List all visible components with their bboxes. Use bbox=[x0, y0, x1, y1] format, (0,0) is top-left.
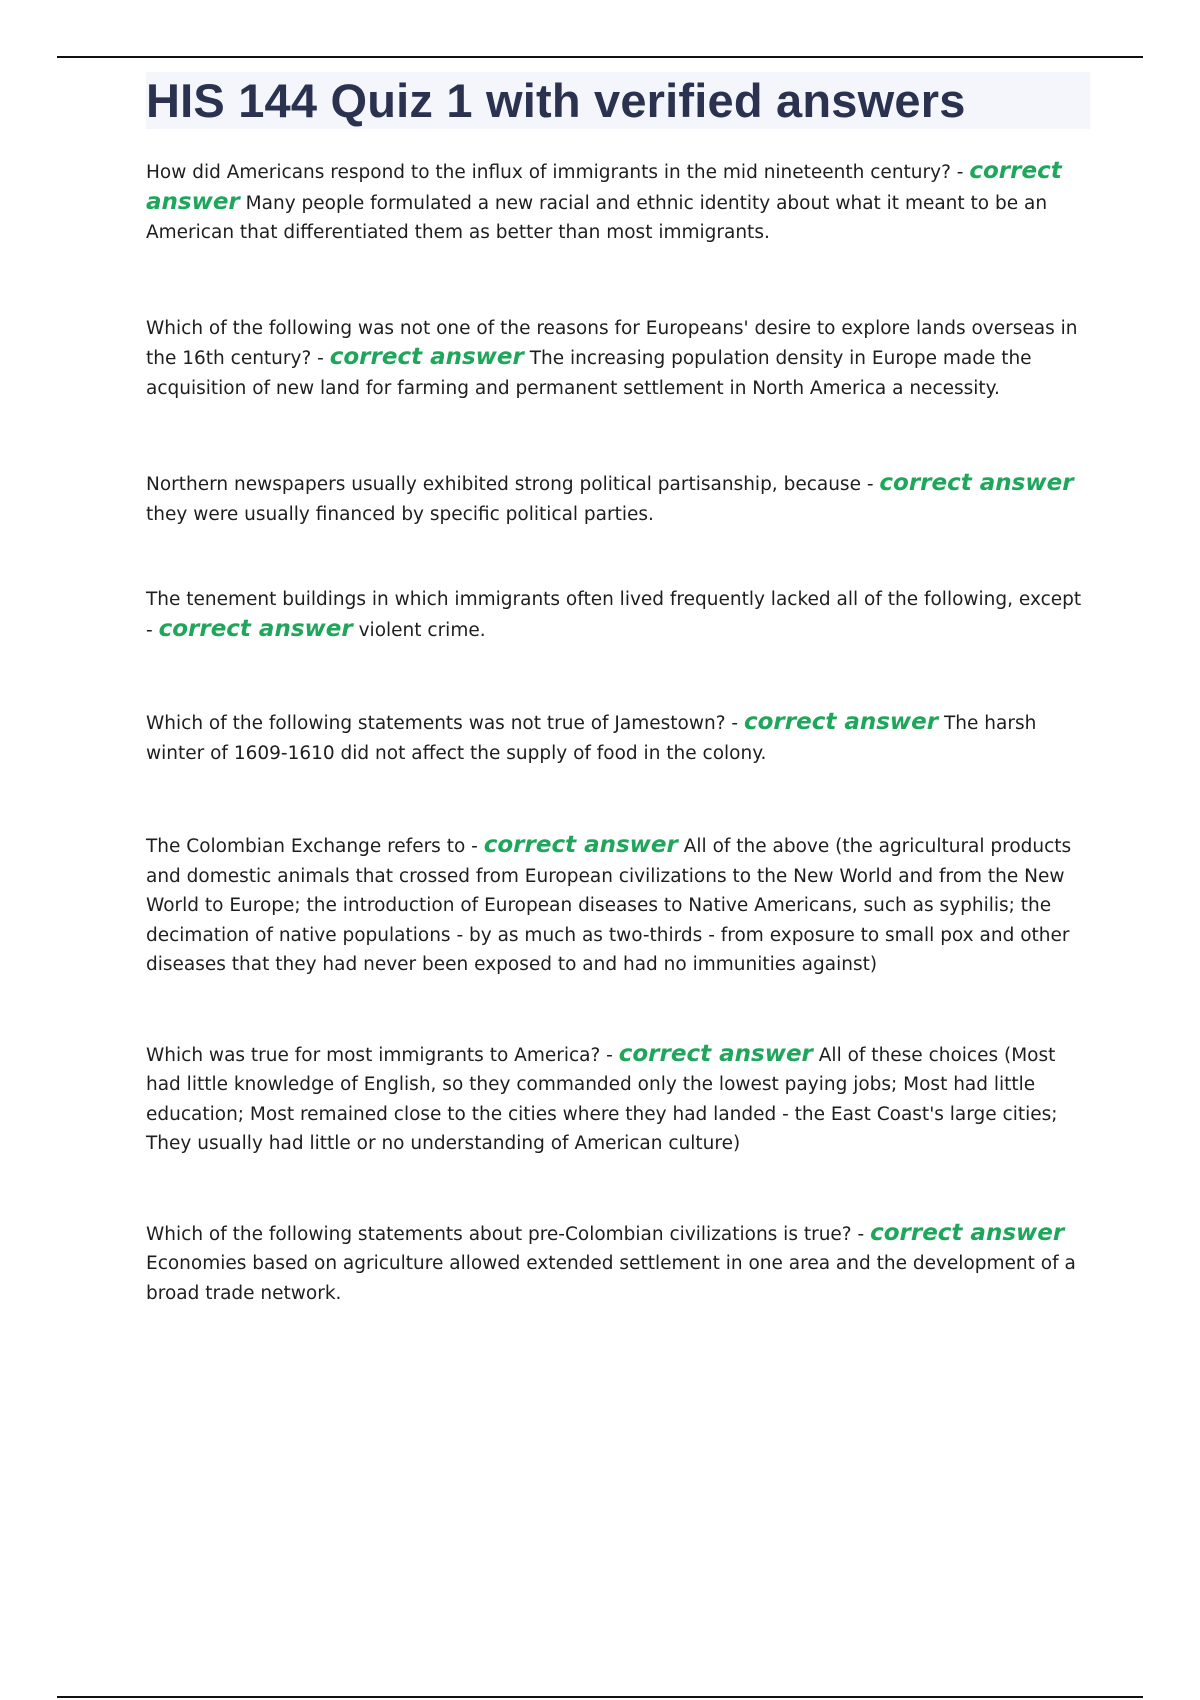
answer-text: Economies based on agriculture allowed extended settlement in one area and the development of a broad trade network. bbox=[146, 1253, 1076, 1304]
question-text: Which was true for most immigrants to America? - bbox=[146, 1044, 613, 1066]
title-band bbox=[146, 72, 1090, 129]
answer-text: All of the above (the agricultural products and domestic animals that crossed from European civilizations to the New World and from the New World to Europe; the introduction of European diseases to Native Americans, such as syphilis; the decimation of native populations - by as much as two-thirds - from exposure to small pox and other diseases that they had never been exposed to and had no immunities against) bbox=[146, 836, 1072, 975]
correct-answer-label: correct answer bbox=[146, 158, 1062, 215]
bottom-rule bbox=[57, 1696, 1143, 1698]
correct-answer-label: correct answer bbox=[870, 1219, 1065, 1246]
question-text: The Colombian Exchange refers to - bbox=[146, 836, 478, 857]
answer-text: All of these choices (Most had little knowledge of English, so they commanded only the lowest paying jobs; Most had little education; Most remained close to the cities where they had landed - the East Coast's large cities; They usually had little or no understanding of American culture) bbox=[146, 1044, 1058, 1154]
correct-answer-label: correct answer bbox=[618, 1040, 813, 1067]
qa-item bbox=[146, 314, 1090, 404]
qa-list bbox=[146, 157, 1090, 1308]
document-body bbox=[146, 72, 1090, 1308]
question-text: Which of the following statements was not true of Jamestown? - bbox=[146, 713, 739, 734]
qa-item bbox=[146, 585, 1090, 645]
answer-text: Many people formulated a new racial and ethnic identity about what it meant to be an American that differentiated them as better than most immigrants. bbox=[146, 192, 1048, 243]
question-text: Which of the following was not one of the reasons for Europeans' desire to explore lands overseas in the 16th century? - bbox=[146, 317, 1078, 369]
answer-text: The harsh winter of 1609-1610 did not affect the supply of food in the colony. bbox=[146, 713, 1037, 764]
answer-text: The increasing population density in Europe made the acquisition of new land for farming and permanent settlement in North America a necessity. bbox=[146, 348, 1032, 399]
qa-item bbox=[146, 157, 1090, 248]
qa-item bbox=[146, 1040, 1090, 1159]
correct-answer-label: correct answer bbox=[743, 709, 939, 735]
question-text: Which of the following statements about pre-Colombian civilizations is true? - bbox=[146, 1223, 865, 1245]
question-text: Northern newspapers usually exhibited strong political partisanship, because - bbox=[146, 474, 874, 495]
correct-answer-label: correct answer bbox=[329, 344, 524, 370]
correct-answer-label: correct answer bbox=[158, 615, 353, 642]
correct-answer-label: correct answer bbox=[879, 470, 1074, 496]
qa-item bbox=[146, 831, 1090, 980]
correct-answer-label: correct answer bbox=[483, 832, 678, 858]
answer-text: violent crime. bbox=[358, 619, 486, 641]
qa-item bbox=[146, 469, 1090, 529]
qa-item bbox=[146, 1219, 1090, 1309]
page-title: HIS 144 Quiz 1 with verified answers bbox=[146, 74, 966, 127]
question-text: The tenement buildings in which immigrants often lived frequently lacked all of the following, except - bbox=[146, 589, 1082, 641]
qa-item bbox=[146, 708, 1090, 768]
answer-text: they were usually financed by specific political parties. bbox=[146, 503, 654, 525]
top-rule bbox=[57, 56, 1143, 58]
question-text: How did Americans respond to the influx of immigrants in the mid nineteenth century? - bbox=[146, 162, 964, 183]
